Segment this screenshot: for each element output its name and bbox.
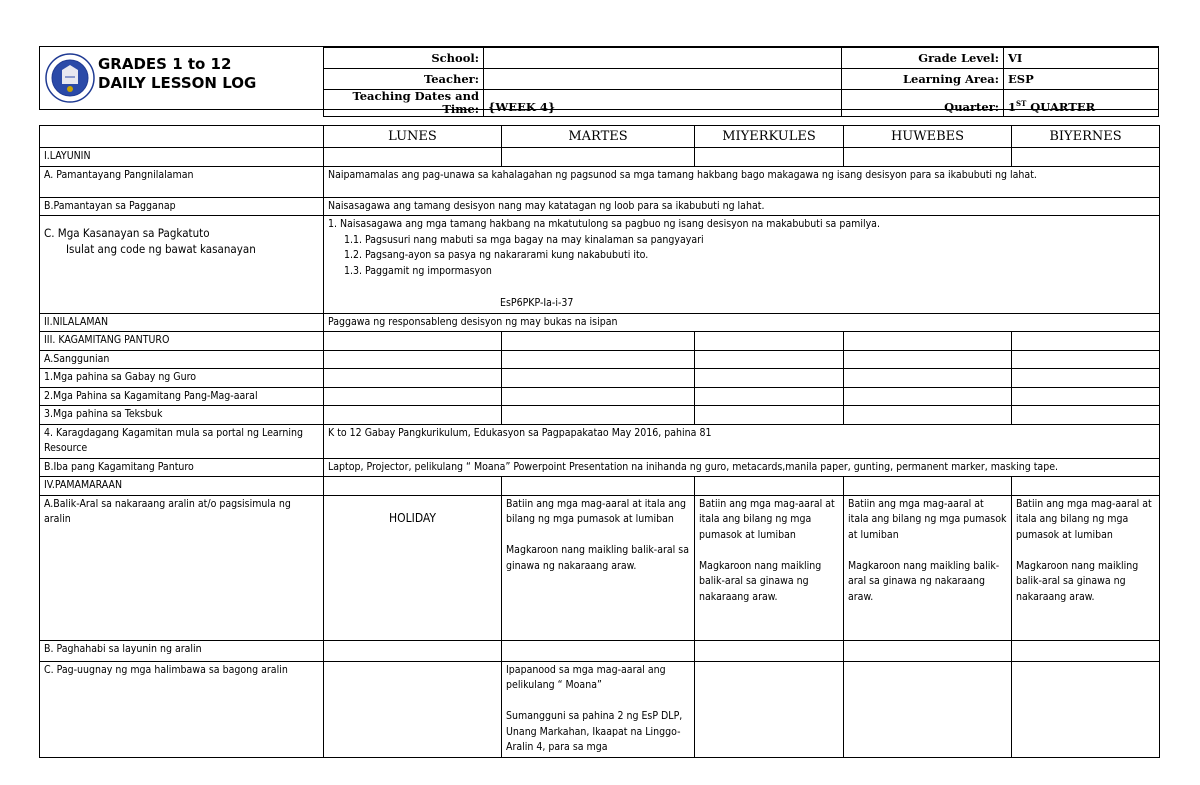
pangnilalaman-value[interactable]: Naipamamalas ang pag-unawa sa kahalagahan ng pagsunod sa mga tamang hakbang bago makagawa ng isang desisyon para sa ikabubuti ng lahat.	[324, 166, 1160, 197]
pagganap-label: B.Pamantayan sa Pagganap	[40, 197, 324, 216]
day-header-biyernes: BIYERNES	[1012, 126, 1160, 148]
balik-aral-biyernes[interactable]: Batiin ang mga mag-aaral at itala ang bilang ng mga pumasok at lumiban Magkaroon nang maikling balik-aral sa ginawa ng nakaraang araw.	[1012, 495, 1160, 640]
cell-empty[interactable]	[502, 148, 695, 167]
teacher-field[interactable]	[484, 69, 842, 90]
table-row	[40, 424, 1160, 458]
cell-empty[interactable]	[1012, 406, 1160, 425]
cell-empty[interactable]	[844, 148, 1012, 167]
cell-empty[interactable]	[502, 387, 695, 406]
table-row	[40, 166, 1160, 197]
grade-level-label: Grade Level:	[842, 48, 1004, 69]
cell-empty[interactable]	[1012, 387, 1160, 406]
quarter-value[interactable]: 1ST QUARTER	[1004, 90, 1159, 117]
cell-empty[interactable]	[844, 350, 1012, 369]
cell-empty[interactable]	[695, 477, 844, 496]
cell-empty[interactable]	[502, 406, 695, 425]
kasanayan-code: EsP6PKP-Ia-i-37	[500, 297, 574, 309]
table-row	[40, 640, 1160, 661]
kasanayan-sub-1: 1.1. Pagsusuri nang mabuti sa mga bagay na may kinalaman sa pangyayari	[344, 233, 704, 246]
table-row	[40, 148, 1160, 167]
table-row	[40, 332, 1160, 351]
table-row	[40, 661, 1160, 757]
table-row	[40, 197, 1160, 216]
cell-empty[interactable]	[324, 477, 502, 496]
kagamitan-label: III. KAGAMITANG PANTURO	[40, 332, 324, 351]
kagamitan-pang-mag-aaral-label: 2.Mga Pahina sa Kagamitang Pang-Mag-aaral	[40, 387, 324, 406]
day-header-martes: MARTES	[502, 126, 695, 148]
cell-empty[interactable]	[1012, 640, 1160, 661]
pangnilalaman-label: A. Pamantayang Pangnilalaman	[40, 166, 324, 197]
learning-area-value[interactable]: ESP	[1004, 69, 1159, 90]
header-block	[39, 46, 1159, 116]
cell-empty[interactable]	[695, 640, 844, 661]
balik-aral-martes[interactable]: Batiin ang mga mag-aaral at itala ang bilang ng mga pumasok at lumiban Magkaroon nang maikling balik-aral sa ginawa ng nakaraang araw.	[502, 495, 695, 640]
cell-empty[interactable]	[1012, 332, 1160, 351]
table-row	[40, 406, 1160, 425]
cell-empty[interactable]	[1012, 661, 1160, 757]
nilalaman-value[interactable]: Paggawa ng responsableng desisyon ng may bukas na isipan	[324, 313, 1160, 332]
gabay-guro-label: 1.Mga pahina sa Gabay ng Guro	[40, 369, 324, 388]
balik-aral-miyerkules[interactable]: Batiin ang mga mag-aaral at itala ang bilang ng mga pumasok at lumiban Magkaroon nang maikling balik-aral sa ginawa ng nakaraang araw.	[695, 495, 844, 640]
cell-empty[interactable]	[844, 406, 1012, 425]
day-header-huwebes: HUWEBES	[844, 126, 1012, 148]
lesson-log-table	[39, 125, 1160, 758]
teksbuk-label: 3.Mga pahina sa Teksbuk	[40, 406, 324, 425]
form-title-line1: GRADES 1 to 12	[98, 55, 232, 73]
cell-empty[interactable]	[502, 640, 695, 661]
karagdagang-kagamitan-label: 4. Karagdagang Kagamitan mula sa portal ng Learning Resource	[40, 424, 324, 458]
nilalaman-label: II.NILALAMAN	[40, 313, 324, 332]
cell-empty[interactable]	[844, 387, 1012, 406]
paghahabi-label: B. Paghahabi sa layunin ng aralin	[40, 640, 324, 661]
cell-empty[interactable]	[502, 477, 695, 496]
sanggunian-label: A.Sanggunian	[40, 350, 324, 369]
cell-empty[interactable]	[695, 332, 844, 351]
cell-empty[interactable]	[502, 350, 695, 369]
iba-pang-kagamitan-label: B.Iba pang Kagamitang Panturo	[40, 458, 324, 477]
kasanayan-value[interactable]	[324, 216, 1160, 314]
cell-empty[interactable]	[844, 640, 1012, 661]
learning-area-label: Learning Area:	[842, 69, 1004, 90]
table-row	[40, 458, 1160, 477]
holiday-text: HOLIDAY	[389, 510, 436, 525]
cell-empty[interactable]	[502, 332, 695, 351]
balik-aral-huwebes[interactable]: Batiin ang mga mag-aaral at itala ang bilang ng mga pumasok at lumiban Magkaroon nang maikling balik-aral sa ginawa ng nakaraang araw.	[844, 495, 1012, 640]
kasanayan-sub-3: 1.3. Paggamit ng impormasyon	[344, 264, 492, 277]
cell-empty[interactable]	[324, 387, 502, 406]
cell-empty[interactable]	[324, 406, 502, 425]
cell-empty[interactable]	[324, 350, 502, 369]
cell-empty[interactable]	[324, 332, 502, 351]
kasanayan-main: 1. Naisasagawa ang mga tamang hakbang na mkatutulong sa pagbuo ng isang desisyon na makabubuti sa pamilya.	[328, 218, 880, 230]
table-row	[40, 313, 1160, 332]
table-row	[40, 216, 1160, 314]
days-header-row	[40, 126, 1160, 148]
cell-empty[interactable]	[695, 661, 844, 757]
form-title-line2: DAILY LESSON LOG	[98, 74, 257, 92]
cell-empty[interactable]	[695, 387, 844, 406]
kasanayan-sub-2: 1.2. Pagsang-ayon sa pasya ng nakararami kung nakabubuti ito.	[344, 249, 649, 261]
karagdagang-kagamitan-value[interactable]: K to 12 Gabay Pangkurikulum, Edukasyon sa Pagpapakatao May 2016, pahina 81	[324, 424, 1160, 458]
pag-uugnay-label: C. Pag-uugnay ng mga halimbawa sa bagong aralin	[40, 661, 324, 757]
balik-aral-lunes[interactable]	[324, 495, 502, 640]
cell-empty[interactable]	[1012, 369, 1160, 388]
cell-empty[interactable]	[1012, 350, 1160, 369]
cell-empty[interactable]	[844, 332, 1012, 351]
pamamaraan-label: IV.PAMAMARAAN	[40, 477, 324, 496]
cell-empty[interactable]	[324, 661, 502, 757]
table-row	[40, 477, 1160, 496]
cell-empty[interactable]	[502, 369, 695, 388]
balik-aral-label: A.Balik-Aral sa nakaraang aralin at/o pagsisimula ng aralin	[40, 495, 324, 640]
teaching-dates-label: Teaching Dates and Time:	[324, 90, 484, 117]
header-info-grid	[323, 47, 1159, 117]
school-field[interactable]	[484, 48, 842, 69]
table-row	[40, 369, 1160, 388]
cell-empty[interactable]	[1012, 477, 1160, 496]
cell-empty[interactable]	[324, 640, 502, 661]
header-blank-cell	[40, 126, 324, 148]
cell-empty[interactable]	[844, 661, 1012, 757]
cell-empty[interactable]	[1012, 148, 1160, 167]
pag-uugnay-martes[interactable]: Ipapanood sa mga mag-aaral ang pelikulang “ Moana” Sumangguni sa pahina 2 ng EsP DLP, Unang Markahan, Ikaapat na Linggo-Aralin 4, para sa mga	[502, 661, 695, 757]
pagganap-value[interactable]: Naisasagawa ang tamang desisyon nang may katatagan ng loob para sa ikabubuti ng lahat.	[324, 197, 1160, 216]
cell-empty[interactable]	[695, 148, 844, 167]
deped-seal-logo	[45, 53, 95, 103]
table-row	[40, 387, 1160, 406]
cell-empty[interactable]	[695, 350, 844, 369]
cell-empty[interactable]	[695, 406, 844, 425]
cell-empty[interactable]	[844, 477, 1012, 496]
day-header-miyerkules: MIYERKULES	[695, 126, 844, 148]
cell-empty[interactable]	[695, 369, 844, 388]
school-label: School:	[324, 48, 484, 69]
teaching-dates-value[interactable]: {WEEK 4}	[484, 90, 842, 117]
cell-empty[interactable]	[324, 369, 502, 388]
cell-empty[interactable]	[324, 148, 502, 167]
day-header-lunes: LUNES	[324, 126, 502, 148]
kasanayan-label: C. Mga Kasanayan sa Pagkatuto Isulat ang code ng bawat kasanayan	[40, 216, 324, 314]
cell-empty[interactable]	[844, 369, 1012, 388]
teacher-label: Teacher:	[324, 69, 484, 90]
table-row	[40, 350, 1160, 369]
layunin-label: I.LAYUNIN	[40, 148, 324, 167]
iba-pang-kagamitan-value[interactable]: Laptop, Projector, pelikulang “ Moana” Powerpoint Presentation na inihanda ng guro, metacards,manila paper, gunting, permanent marker, masking tape.	[324, 458, 1160, 477]
quarter-label: Quarter:	[842, 90, 1004, 117]
grade-level-value[interactable]: VI	[1004, 48, 1159, 69]
table-row	[40, 495, 1160, 640]
